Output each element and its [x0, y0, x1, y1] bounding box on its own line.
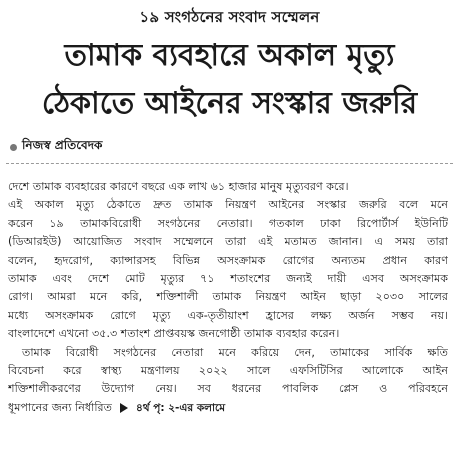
divider [6, 163, 453, 164]
body-line: দেশে তামাক ব্যবহারের কারণে বছরে এক লাখ ৬১ হাজার মানুষ মৃত্যুবরণ করে। [8, 180, 349, 193]
body-line-text: ধূমপানের জন্য নির্ধারিত [8, 400, 112, 414]
bullet-icon [10, 144, 17, 151]
body-line-last [8, 399, 448, 417]
body-line: করেন ১৯ তামাকবিরোধী সংগঠনের নেতারা। গতকাল ঢাকা রিপোর্টার্স ইউনিটি [8, 216, 448, 230]
body-line: তামাক এবং দেশে মোট মৃত্যুর ৭১ শতাংশের জন্যই দায়ী এসব অসংক্রামক [8, 271, 448, 285]
article-body [8, 178, 448, 417]
continued-reference: ৪র্থ পৃ: ২-এর কলামে [135, 401, 226, 414]
byline-text: নিজস্ব প্রতিবেদক [22, 138, 103, 152]
headline-line-1: তামাক ব্যবহারে অকাল মৃত্যু [64, 38, 395, 73]
body-line: এই অকাল মৃত্যু ঠেকাতে দ্রুত তামাক নিয়ন্ত্রণ আইনের সংস্কার জরুরি বলে মনে [8, 198, 448, 212]
body-line: বাংলাদেশে এখনো ৩৫.৩ শতাংশ প্রাপ্তবয়স্ক জনগোষ্ঠী তামাক ব্যবহার করেন। [8, 327, 340, 341]
body-line: শক্তিশালীকরণের উদ্যোগ নেয়। সব ধরনের পাবলিক প্লেস ও পরিবহনে [8, 382, 448, 396]
body-line: তামাক বিরোধী সংগঠনের নেতারা মনে করিয়ে দেন, তামাকের সার্বিক ক্ষতি [22, 345, 448, 359]
body-line: মধ্যে অসংক্রামক রোগে মৃত্যু এক-তৃতীয়াংশ হ্রাসের লক্ষ্য অর্জন সম্ভব নয়। [8, 308, 448, 322]
headline-line-2: ঠেকাতে আইনের সংস্কার জরুরি [41, 86, 418, 121]
kicker: ১৯ সংগঠনের সংবাদ সম্মেলন [139, 8, 320, 26]
body-line: বিবেচনা করে স্বাস্থ্য মন্ত্রণালয় ২০২২ সালে এফসিটিসির আলোকে আইন [8, 363, 448, 377]
body-line: (ডিআরইউ) আয়োজিত সংবাদ সম্মেলনে তারা এই মতামত জানান। এ সময় তারা [8, 235, 448, 249]
continued-arrow-icon [120, 403, 128, 413]
byline [10, 137, 102, 157]
body-line: বলেন, হৃদরোগ, ক্যান্সারসহ বিভিন্ন অসংক্রামক রোগের অন্যতম প্রধান কারণ [8, 253, 448, 267]
body-line: রোগ। আমরা মনে করি, শক্তিশালী তামাক নিয়ন্ত্রণ আইন ছাড়া ২০৩০ সালের [8, 290, 448, 304]
